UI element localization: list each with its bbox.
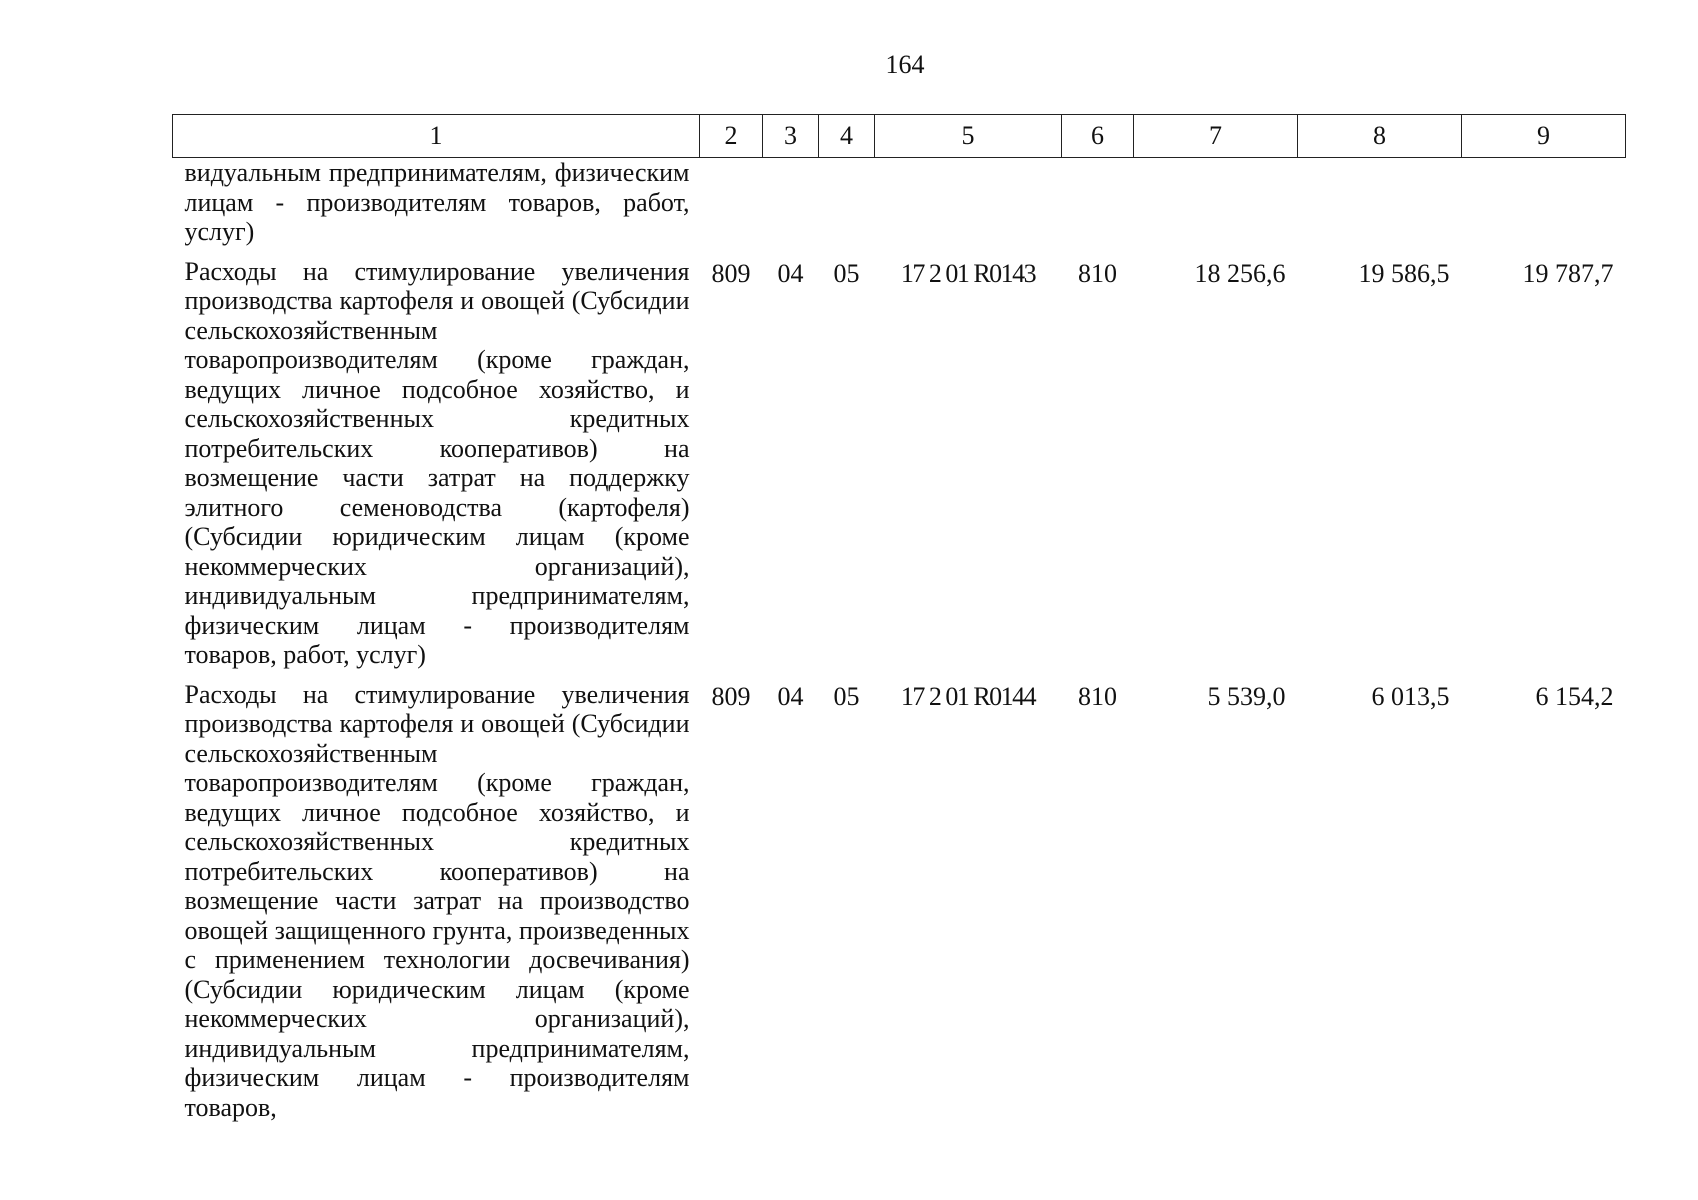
header-cell-6: 6 bbox=[1062, 115, 1134, 158]
ministry-code: 809 bbox=[711, 681, 751, 711]
header-cell-7: 7 bbox=[1134, 115, 1298, 158]
amount-col-8: 19 586,5 bbox=[1358, 258, 1450, 288]
expense-type-code: 810 bbox=[1078, 681, 1117, 711]
table-row bbox=[173, 158, 1626, 257]
header-cell-4: 4 bbox=[819, 115, 875, 158]
expense-type-code: 810 bbox=[1078, 258, 1117, 288]
subsection-code: 05 bbox=[833, 258, 860, 288]
table-row bbox=[173, 680, 1626, 1133]
amount-col-7: 18 256,6 bbox=[1194, 258, 1286, 288]
ministry-code: 809 bbox=[711, 258, 751, 288]
section-code bbox=[763, 158, 819, 257]
section-code: 04 bbox=[777, 681, 804, 711]
header-cell-2: 2 bbox=[700, 115, 763, 158]
ministry-code bbox=[700, 158, 763, 257]
amount-col-9 bbox=[1462, 158, 1626, 257]
amount-col-7 bbox=[1134, 158, 1298, 257]
row-description: видуальным предпринимателям, физическим лицам - производителям товаров, работ, услуг) bbox=[184, 158, 690, 246]
amount-col-9: 19 787,7 bbox=[1522, 258, 1614, 288]
target-article-code: 17 2 01 R0144 bbox=[900, 681, 1036, 711]
amount-col-7: 5 539,0 bbox=[1207, 681, 1286, 711]
header-cell-1: 1 bbox=[173, 115, 700, 158]
target-article-code bbox=[875, 158, 1062, 257]
expense-type-code bbox=[1062, 158, 1134, 257]
budget-table bbox=[172, 114, 1626, 1132]
amount-col-8: 6 013,5 bbox=[1371, 681, 1450, 711]
header-cell-5: 5 bbox=[875, 115, 1062, 158]
header-cell-9: 9 bbox=[1462, 115, 1626, 158]
page-number: 164 bbox=[885, 50, 925, 79]
table-row bbox=[173, 257, 1626, 680]
header-cell-8: 8 bbox=[1298, 115, 1462, 158]
subsection-code: 05 bbox=[833, 681, 860, 711]
table-header-row bbox=[173, 115, 1626, 158]
section-code: 04 bbox=[777, 258, 804, 288]
row-description: Расходы на стимулирование увеличения производства картофеля и овощей (Субсидии сельскохозяйственным товаропроизводителям (кроме граждан, ведущих личное подсобное хозяйство, и сельскохозяйственных кредитных потребительских кооперативов) на возмещение части затрат на производство овощей защищенного грунта, произведенных с применением технологии досвечивания) (Субсидии юридическим лицам (кроме некоммерческих организаций), индивидуальным предпринимателям, физическим лицам - производителям товаров, bbox=[184, 679, 690, 1122]
header-cell-3: 3 bbox=[763, 115, 819, 158]
amount-col-8 bbox=[1298, 158, 1462, 257]
row-description: Расходы на стимулирование увеличения производства картофеля и овощей (Субсидии сельскохозяйственным товаропроизводителям (кроме граждан, ведущих личное подсобное хозяйство, и сельскохозяйственных кредитных потребительских кооперативов) на возмещение части затрат на поддержку элитного семеноводства (картофеля) (Субсидии юридическим лицам (кроме некоммерческих организаций), индивидуальным предпринимателям, физическим лицам - производителям товаров, работ, услуг) bbox=[184, 256, 690, 669]
target-article-code: 17 2 01 R0143 bbox=[900, 258, 1036, 288]
amount-col-9: 6 154,2 bbox=[1535, 681, 1614, 711]
subsection-code bbox=[819, 158, 875, 257]
